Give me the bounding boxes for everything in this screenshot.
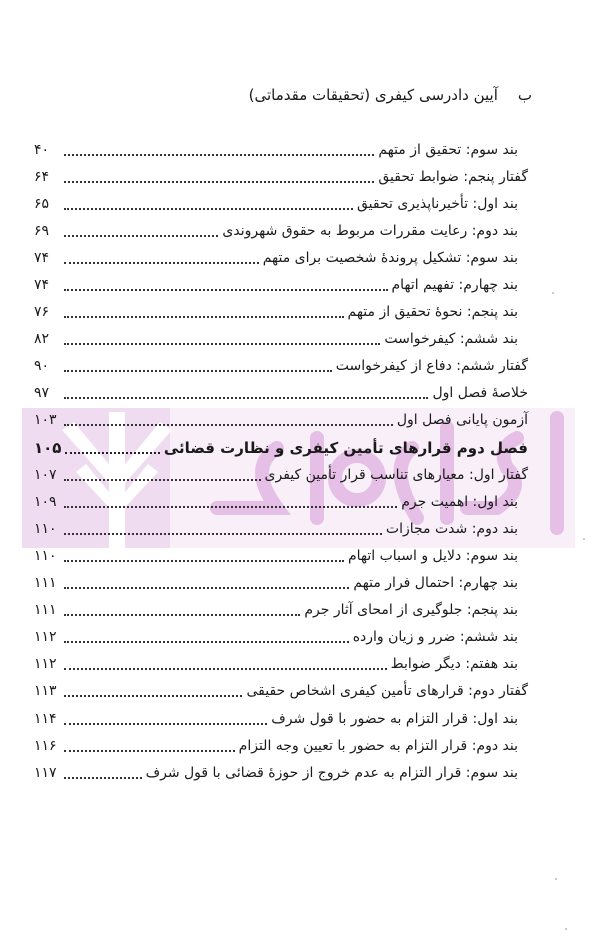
dot-leader [64,600,300,616]
dot-leader [65,438,159,454]
page-number: ۱۱۱ [34,602,57,619]
toc-entry[interactable]: بند هفتم: دیگر ضوابط ۱۱۲ [34,656,518,673]
book-title: آیین دادرسی کیفری (تحقیقات مقدماتی) [248,86,498,104]
toc-entry[interactable]: بند اول: اهمیت جرم ۱۰۹ [34,493,518,510]
page-number: ۶۹ [34,222,50,239]
dot-leader [64,492,397,508]
toc-entry[interactable]: بند سوم: تشکیل پروندهٔ شخصیت برای متهم ۷۴ [34,249,518,266]
page-number: ۱۱۰ [34,520,57,537]
page-number: ۱۱۴ [34,710,57,727]
dot-leader [64,709,267,725]
toc-entry[interactable]: آزمون پایانی فصل اول ۱۰۳ [34,412,528,429]
toc-entry[interactable]: بند دوم: شدت مجازات ۱۱۰ [34,520,518,537]
page-number: ۱۱۰ [34,547,57,564]
dot-leader [64,627,349,643]
toc-entry[interactable]: بند سوم: دلایل و اسباب اتهام ۱۱۰ [34,547,518,564]
dot-leader [64,763,142,779]
toc-entry[interactable]: گفتار دوم: قرارهای تأمین کیفری اشخاص حقیقی ۱۱۳ [34,683,528,700]
dot-leader [64,248,259,264]
page-number: ۱۰۳ [34,412,57,429]
toc-entry[interactable]: بند دوم: رعایت مقررات مربوط به حقوق شهروندی ۶۹ [34,222,518,239]
dot-leader [64,275,388,291]
toc-entry[interactable]: گفتار پنجم: ضوابط تحقیق ۶۴ [34,168,528,185]
page-number: ۶۵ [34,195,50,212]
page-number: ۷۶ [34,304,50,321]
page-number: ۱۱۳ [34,683,57,700]
toc-entry[interactable]: بند اول: قرار التزام به حضور با قول شرف ۱۱۴ [34,710,518,727]
page-number: ۱۱۷ [34,764,57,781]
dot-leader [64,654,387,670]
running-header [249,86,532,104]
dot-leader [64,356,332,372]
page-letter: ب [517,86,532,104]
toc-entry[interactable]: بند ششم: کیفرخواست ۸۲ [34,331,518,348]
page-number: ۷۴ [34,249,50,266]
page-number: ۹۷ [34,385,50,402]
toc-entry[interactable]: بند پنجم: جلوگیری از امحای آثار جرم ۱۱۱ [34,602,518,619]
dot-leader [64,546,344,562]
page-number: ۶۴ [34,168,50,185]
dot-leader [64,383,428,399]
page-number: ۴۰ [34,141,50,158]
dot-leader [64,681,242,697]
dot-leader [64,465,261,481]
toc-entry[interactable]: خلاصهٔ فصل اول ۹۷ [34,385,528,402]
dot-leader [64,140,374,156]
toc-entry[interactable]: بند چهارم: تفهیم اتهام ۷۴ [34,277,518,294]
scan-speck [555,878,557,880]
dot-leader [64,329,380,345]
page-number: ۹۰ [34,358,50,375]
dot-leader [64,519,382,535]
toc-chapter-entry[interactable]: فصل دوم قرارهای تأمین کیفری و نظارت قضائی ۱۰۵ [34,438,528,457]
toc-entry[interactable]: بند سوم: تحقیق از متهم ۴۰ [34,141,518,158]
page-number: ۱۰۷ [34,466,57,483]
toc-entry[interactable]: گفتار ششم: دفاع از کیفرخواست ۹۰ [34,358,528,375]
page-number: ۸۲ [34,331,50,348]
dot-leader [64,167,374,183]
dot-leader [64,194,353,210]
table-of-contents [34,136,528,786]
toc-entry[interactable]: بند سوم: قرار التزام به عدم خروج از حوزهٔ قضائی با قول شرف ۱۱۷ [34,764,518,781]
toc-entry[interactable]: بند ششم: ضرر و زیان وارده ۱۱۲ [34,629,518,646]
dot-leader [64,573,349,589]
scan-speck [552,292,554,294]
page-number: ۱۰۹ [34,493,57,510]
page-number: ۱۰۵ [34,438,62,457]
page-number: ۱۱۲ [34,656,57,673]
toc-entry[interactable]: بند اول: تأخیرناپذیری تحقیق ۶۵ [34,195,518,212]
dot-leader [64,302,344,318]
page-number: ۱۱۲ [34,629,57,646]
toc-entry[interactable]: گفتار اول: معیارهای تناسب قرار تأمین کیفری ۱۰۷ [34,466,528,483]
page-number: ۱۱۱ [34,575,57,592]
dot-leader [64,221,218,237]
toc-entry[interactable]: بند چهارم: احتمال فرار متهم ۱۱۱ [34,575,518,592]
toc-entry[interactable]: بند دوم: قرار التزام به حضور با تعیین وجه التزام ۱۱۶ [34,737,518,754]
dot-leader [64,410,393,426]
page-number: ۱۱۶ [34,737,57,754]
scan-speck [565,928,567,930]
scan-speck [583,538,585,540]
dot-leader [64,736,235,752]
page-number: ۷۴ [34,277,50,294]
toc-entry[interactable]: بند پنجم: نحوهٔ تحقیق از متهم ۷۶ [34,304,518,321]
